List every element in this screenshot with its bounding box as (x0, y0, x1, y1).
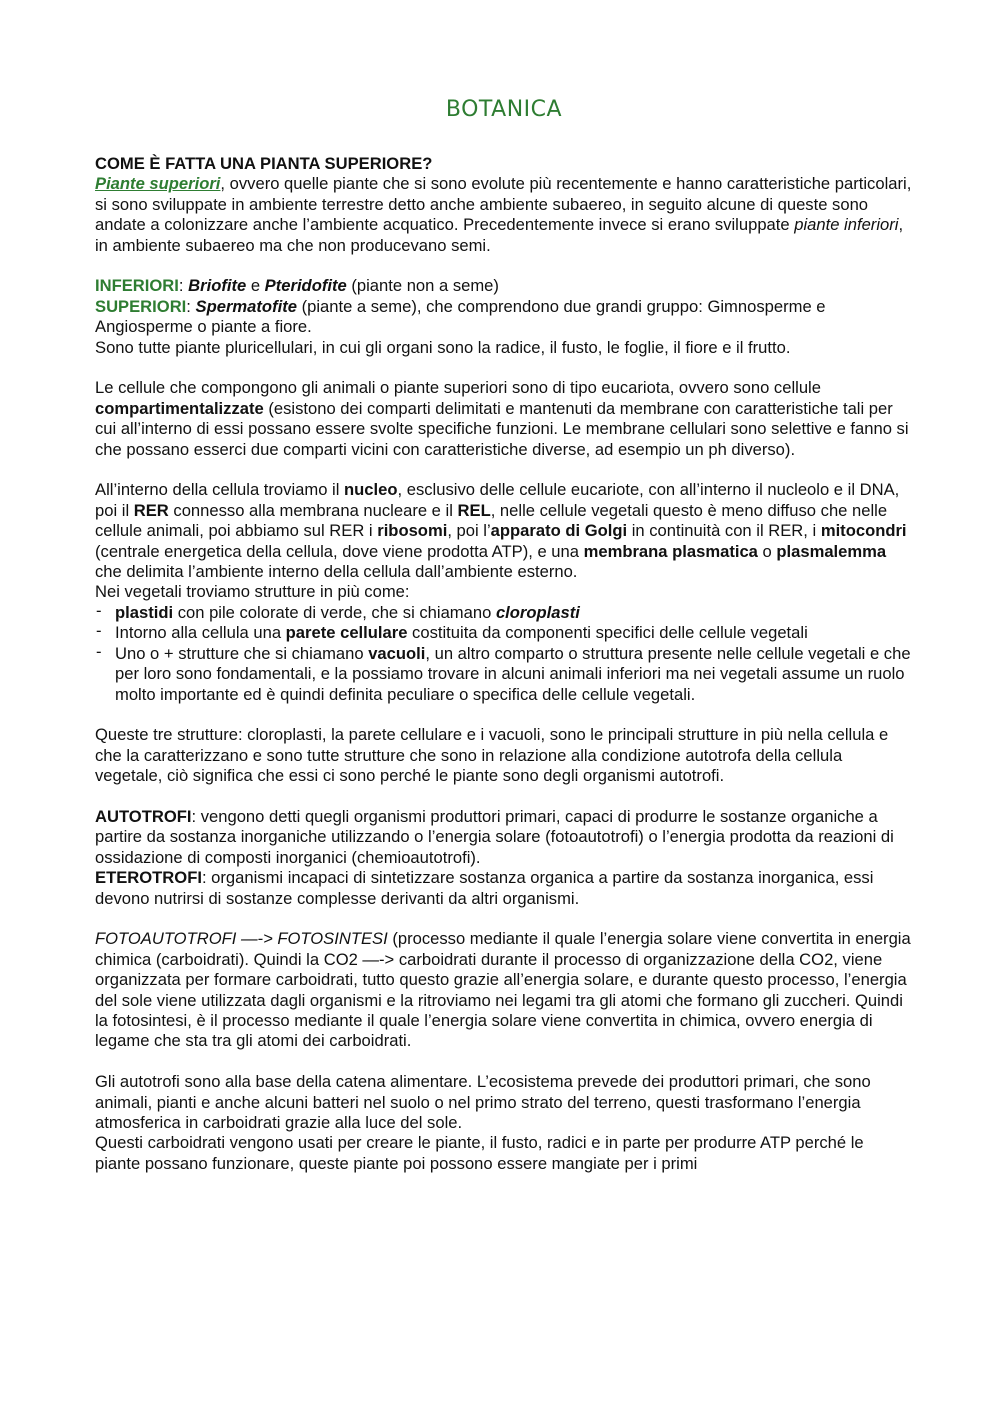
document-title: BOTANICA (445, 97, 563, 122)
paragraph-pluricellulari: Sono tutte piante pluricellulari, in cui gli organi sono la radice, il fusto, le foglie, il fiore e il frutto. (95, 337, 791, 357)
paragraph-eucariota: Le cellule che compongono gli animali o piante superiori sono di tipo eucariota, ovvero sono cellule compartimentalizzate (esistono dei comparti delimitati e mantenuti da membrane con caratteristiche tali per cui all’interno di essi possano essere svolte specifiche funzioni. Le membrane cellulari sono selettive e fanno si che possano esserci due comparti vicini con caratteristiche diverse, ad esempio un ph diverso). (95, 378, 909, 459)
document-page (95, 96, 913, 1174)
paragraph-piante-superiori: Piante superiori, ovvero quelle piante che si sono evolute più recentemente e hanno caratteristiche particolari, si sono sviluppate in ambiente terrestre detto anche ambiente subaereo, in seguito alcune di queste sono andate a colonizzare anche l’ambiente acquatico. Precedentemente invece si erano sviluppate piante inferiori, in ambiente subaereo ma che non producevano semi. (95, 174, 912, 255)
list-item: - Uno o + strutture che si chiamano vacuoli, un altro comparto o struttura presente nelle cellule vegetali e che per loro sono fondamentali, e la possiamo trovare in alcuni animali inferiori ma nei vegetali assume un ruolo molto importante ed è quindi definita peculiare o specifica delle cellule vegetali. (96, 641, 911, 704)
paragraph-vegetali-intro: Nei vegetali troviamo strutture in più come: (95, 582, 410, 602)
paragraph-superiori: SUPERIORI: Spermatofite (piante a seme), che comprendono due grandi gruppo: Gimnosperme e Angiosperme o piante a fiore. (95, 296, 826, 337)
paragraph-fotosintesi: FOTOAUTOTROFI —-> FOTOSINTESI (processo mediante il quale l’energia solare viene convertita in energia chimica (carboidrati). Quindi la CO2 —-> carboidrati durante il processo di organizzazione della CO2, viene organizzata per formare carboidrati, tutto questo grazie all’energia solare, e durante questo processo, l’energia del sole viene utilizzata dagli organismi e la ritroviamo nei legami tra gli atomi che formano gli zuccheri. Quindi la fotosintesi, è il processo mediante il quale l’energia solare viene convertita in chimica, ovvero energia di legame che sta tra gli atomi dei carboidrati. (95, 929, 911, 1051)
paragraph-eterotrofi: ETEROTROFI: organismi incapaci di sintetizzare sostanza organica a partire da sostanza inorganica, essi devono nutrirsi di sostanze complesse derivanti da altri organismi. (95, 868, 874, 908)
list-item: - Intorno alla cellula una parete cellulare costituita da componenti specifici delle cellule vegetali (96, 621, 808, 643)
list-item: - plastidi con pile colorate di verde, che si chiamano cloroplasti (96, 600, 580, 622)
section-heading: COME È FATTA UNA PIANTA SUPERIORE? (95, 154, 433, 173)
piante-superiori-link[interactable]: Piante superiori (95, 174, 221, 194)
paragraph-tre-strutture: Queste tre strutture: cloroplasti, la parete cellulare e i vacuoli, sono le principali strutture in più nella cellula e che la caratterizzano e sono tutte strutture che sono in relazione alla condizione autotrofa della cellula vegetale, ciò significa che essi ci sono perché le piante sono degli organismi autotrofi. (95, 725, 889, 786)
structures-list (95, 600, 913, 705)
paragraph-cellula: All’interno della cellula troviamo il nucleo, esclusivo delle cellule eucariote, con all’interno il nucleolo e il DNA, poi il RER connesso alla membrana nucleare e il REL, nelle cellule vegetali questo è meno diffuso che nelle cellule animali, poi abbiamo sul RER i ribosomi, poi l’apparato di Golgi in continuità con il RER, i mitocondri (centrale energetica della cellula, dove viene prodotta ATP), e una membrana plasmatica o plasmalemma che delimita l’ambiente interno della cellula dall’ambiente esterno. (95, 480, 907, 582)
paragraph-autotrofi: AUTOTROFI: vengono detti quegli organismi produttori primari, capaci di produrre le sostanze organiche a partire da sostanza inorganiche utilizzando o l’energia solare (fotoautotrofi) o l’energia prodotta da reazioni di ossidazione di composti inorganici (chemioautotrofi). (95, 806, 894, 867)
paragraph-catena-alimentare: Gli autotrofi sono alla base della catena alimentare. L’ecosistema prevede dei produttori primari, che sono animali, pianti e anche alcuni batteri nel suolo o nel primo strato del terreno, questi trasformano l’energia atmosferica in carboidrati grazie alla luce del sole. (95, 1072, 871, 1132)
paragraph-carboidrati: Questi carboidrati vengono usati per creare le piante, il fusto, radici e in parte per produrre ATP perché le piante possano funzionare, queste piante poi possono essere mangiate per i primi (95, 1133, 864, 1173)
paragraph-inferiori: INFERIORI: Briofite e Pteridofite (piante non a seme) (95, 276, 499, 296)
